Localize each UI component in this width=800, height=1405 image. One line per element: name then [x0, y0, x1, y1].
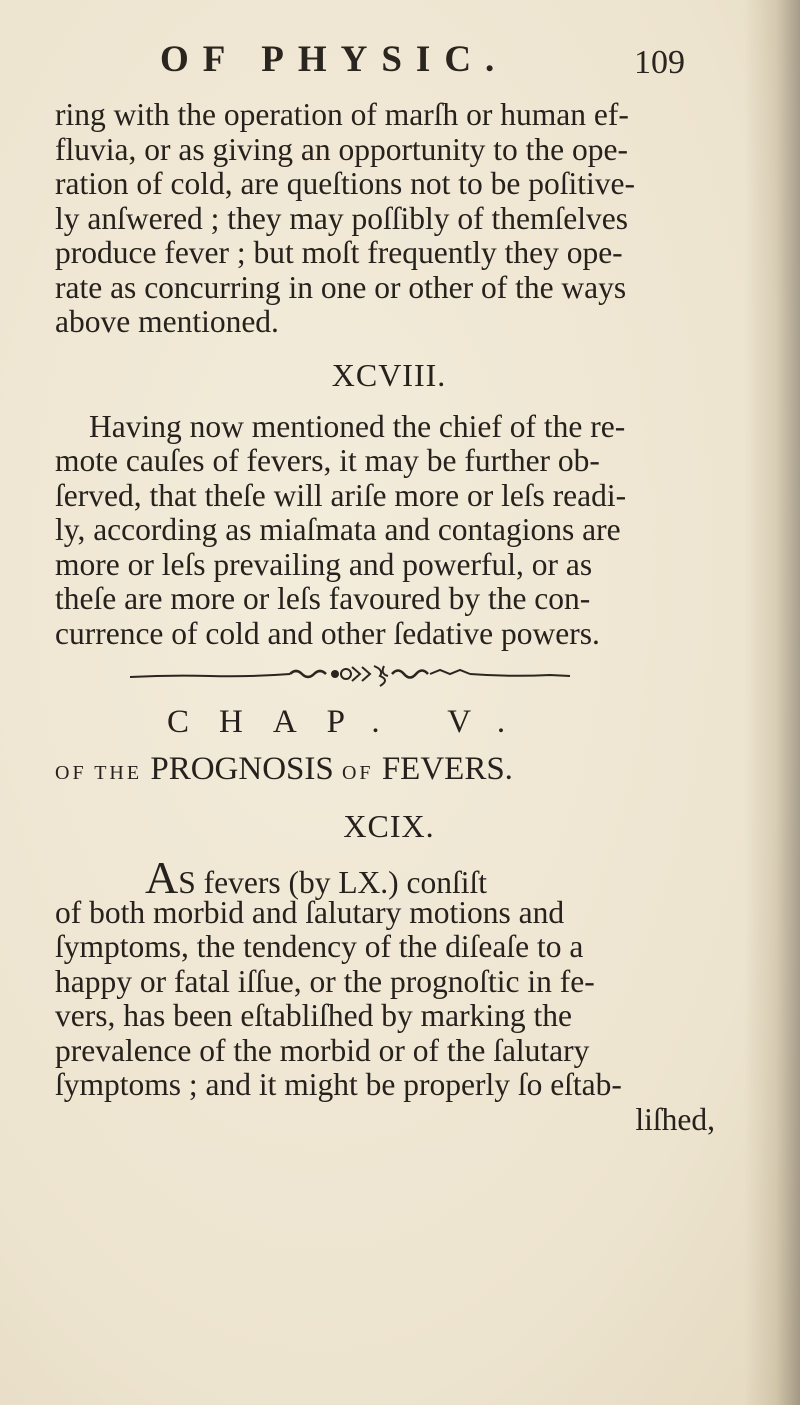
chapter-title-prefix: OF THE [55, 762, 143, 784]
section-98-paragraph [55, 410, 715, 652]
text-line: Having now mentioned the chief of the re- [89, 408, 626, 444]
text-line: ſymptoms, the tendency of the diſeaſe to a [55, 929, 584, 964]
text-line: theſe are more or leſs favoured by the con- [55, 581, 591, 616]
section-99-paragraph [55, 852, 715, 1137]
running-head: OF PHYSIC. [160, 39, 509, 80]
text-line: produce fever ; but moſt frequently they ope- [55, 235, 623, 270]
text-line: ration of cold, are queſtions not to be poſitive- [55, 166, 635, 201]
text-line: ſymptoms ; and it might be properly ſo eſtab- [55, 1067, 622, 1102]
chapter-title [55, 747, 715, 791]
text-line: happy or fatal iſſue, or the prognoſtic in fe- [55, 963, 595, 999]
body-text [55, 98, 715, 1137]
chapter-title-main: PROGNOSIS [150, 751, 334, 787]
text-line: of both morbid and ſalutary motions and [55, 894, 565, 930]
section-number-98: XCVIII. [331, 356, 447, 393]
decorative-rule [55, 651, 715, 697]
paragraph-continuation [55, 98, 715, 340]
drop-cap: A [145, 852, 179, 903]
text-line: ring with the operation of marſh or human ef- [55, 97, 629, 132]
text-line: vers, has been eſtabliſhed by marking the [55, 998, 572, 1033]
page-number: 109 [634, 44, 685, 81]
text-line: rate as concurring in one or other of the ways [55, 269, 627, 305]
text-line: ſerved, that theſe will ariſe more or leſs readi- [55, 477, 627, 513]
chapter-heading: CHAP. V. [167, 704, 536, 740]
text-line: prevalence of the morbid or of the ſalutary [55, 1032, 590, 1068]
page-header [0, 38, 800, 88]
catchword: liſhed, [635, 1101, 715, 1137]
text-line [55, 852, 715, 903]
chapter-title-of: OF [341, 762, 374, 784]
text-line: ly, according as miaſmata and contagions are [55, 512, 621, 547]
text-line: mote cauſes of fevers, it may be further ob- [55, 443, 600, 478]
chapter-title-end: FEVERS. [381, 751, 513, 787]
text-line: above mentioned. [55, 304, 279, 339]
text-line: ly anſwered ; they may poſſibly of themſelves [55, 200, 628, 236]
text-line: currence of cold and other ſedative powers. [55, 615, 600, 651]
ornament-icon [130, 663, 570, 687]
text-line: fluvia, or as giving an opportunity to the ope- [55, 131, 629, 167]
section-number-99: XCIX. [343, 808, 435, 844]
first-line-text: S fevers (by LX.) conſiſt [178, 865, 488, 900]
text-line: more or leſs prevailing and powerful, or as [55, 546, 593, 582]
